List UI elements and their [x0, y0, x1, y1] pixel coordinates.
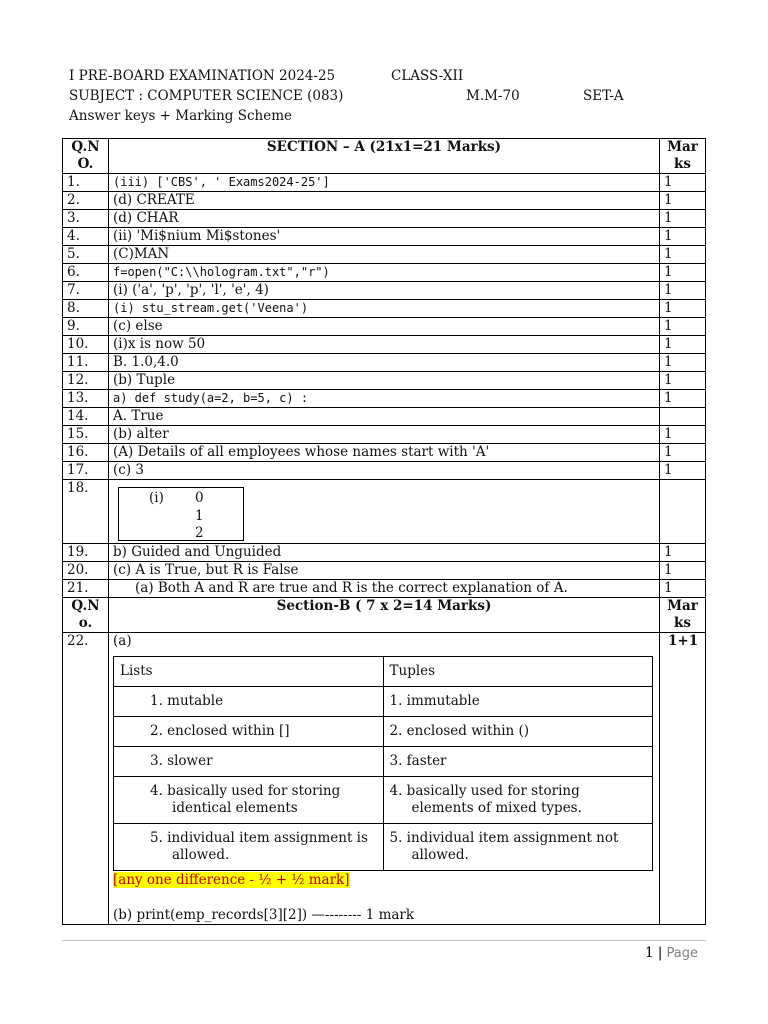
page-word: Page	[666, 946, 698, 961]
marks-value: 1	[660, 354, 706, 372]
exam-title: I PRE-BOARD EXAMINATION 2024-25	[69, 68, 336, 84]
comparison-cell	[114, 747, 384, 777]
answer-text: A. True	[109, 408, 660, 426]
comparison-row	[114, 717, 653, 747]
marks-value: 1	[660, 462, 706, 480]
question-number: 20.	[63, 562, 109, 580]
subject-label: SUBJECT : COMPUTER SCIENCE (083)	[69, 88, 344, 104]
marks-value: 1	[660, 210, 706, 228]
comparison-text: 5. individual item assignment is allowed.	[150, 830, 368, 863]
comparison-text: 2. enclosed within []	[150, 723, 290, 739]
answer-text: (iii) ['CBS', ' Exams2024-25']	[109, 174, 660, 192]
max-marks-label: M.M-70	[466, 88, 520, 104]
comparison-row	[114, 824, 653, 871]
answer-text: f=open("C:\\hologram.txt","r")	[109, 264, 660, 282]
answer-text: (i) stu_stream.get('Veena')	[109, 300, 660, 318]
comparison-cell	[114, 687, 384, 717]
question-number: 17.	[63, 462, 109, 480]
comparison-text: 3. slower	[150, 753, 213, 769]
marks-value: 1	[660, 580, 706, 598]
qno-header: Q.N O.	[63, 139, 109, 174]
answer-row	[63, 300, 706, 318]
answer-text: (c) else	[109, 318, 660, 336]
comparison-text: 3. faster	[389, 753, 447, 769]
marks-value: 1	[660, 192, 706, 210]
answer-text: (d) CHAR	[109, 210, 660, 228]
comparison-header-row	[114, 657, 653, 687]
answer-row	[63, 192, 706, 210]
answer-row	[63, 444, 706, 462]
comparison-text: 5. individual item assignment not allowed.	[389, 830, 619, 863]
page-number-value: 1	[644, 945, 654, 961]
comparison-text: 4. basically used for storing elements of mixed types.	[389, 783, 582, 816]
comparison-cell	[383, 687, 653, 717]
answer-row-18	[63, 480, 706, 544]
answer-text: (ii) 'Mi$nium Mi$stones'	[109, 228, 660, 246]
page-separator: |	[657, 945, 663, 961]
answer-text: (c) 3	[109, 462, 660, 480]
marks-value: 1	[660, 228, 706, 246]
class-label: CLASS-XII	[391, 68, 464, 84]
question-number: 13.	[63, 390, 109, 408]
section-a-title: SECTION – A (21x1=21 Marks)	[109, 139, 660, 174]
question-number: 14.	[63, 408, 109, 426]
comparison-cell	[383, 777, 653, 824]
question-number: 21.	[63, 580, 109, 598]
comparison-row	[114, 747, 653, 777]
answer-row	[63, 246, 706, 264]
section-b-title: Section-B ( 7 x 2=14 Marks)	[109, 598, 660, 633]
question-number: 7.	[63, 282, 109, 300]
comparison-header: Lists	[114, 657, 384, 687]
page-footer	[62, 940, 706, 961]
page-number	[645, 945, 698, 961]
marks-value: 1	[660, 426, 706, 444]
set-label: SET-A	[583, 88, 624, 104]
marks-value	[660, 408, 706, 426]
section-b-header-row	[63, 598, 706, 633]
comparison-cell	[383, 824, 653, 871]
question-number: 4.	[63, 228, 109, 246]
part-a-label: (a)	[113, 633, 132, 649]
marks-value: 1	[660, 444, 706, 462]
answer-row	[63, 408, 706, 426]
question-number: 15.	[63, 426, 109, 444]
answer-text: (b) alter	[109, 426, 660, 444]
output-values	[195, 490, 204, 543]
section-a-header-row	[63, 139, 706, 174]
answer-text: (c) A is True, but R is False	[109, 562, 660, 580]
answer-text: (A) Details of all employees whose names start with 'A'	[109, 444, 660, 462]
comparison-header: Tuples	[383, 657, 653, 687]
comparison-text: 1. mutable	[150, 693, 224, 709]
marks-value: 1	[660, 300, 706, 318]
marks-value: 1	[660, 390, 706, 408]
answer-row	[63, 390, 706, 408]
question-number: 10.	[63, 336, 109, 354]
answer-text: (a) Both A and R are true and R is the correct explanation of A.	[109, 580, 660, 598]
marks-header: Mar ks	[660, 598, 706, 633]
marks-value: 1	[660, 246, 706, 264]
question-number: 9.	[63, 318, 109, 336]
question-number: 2.	[63, 192, 109, 210]
answer-text: (b) Tuple	[109, 372, 660, 390]
marking-note-text: [any one difference - ½ + ½ mark]	[113, 872, 350, 888]
output-value: 2	[195, 525, 204, 541]
answer-row	[63, 210, 706, 228]
question-number: 1.	[63, 174, 109, 192]
marking-note	[113, 872, 655, 889]
answer-text: (i) ('a', 'p', 'p', 'l', 'e', 4)	[109, 282, 660, 300]
output-box	[118, 487, 244, 541]
question-number: 3.	[63, 210, 109, 228]
comparison-cell	[383, 717, 653, 747]
lists-tuples-table	[113, 656, 653, 871]
answer-row	[63, 462, 706, 480]
answer-row	[63, 228, 706, 246]
answer-text: (i)x is now 50	[109, 336, 660, 354]
comparison-text: 2. enclosed within ()	[389, 723, 530, 739]
comparison-text: 4. basically used for storing identical elements	[150, 783, 341, 816]
answer-table	[62, 138, 706, 925]
marks-value: 1	[660, 282, 706, 300]
question-number: 5.	[63, 246, 109, 264]
marks-header: Mar ks	[660, 139, 706, 174]
qno-header: Q.N o.	[63, 598, 109, 633]
comparison-row	[114, 777, 653, 824]
comparison-cell	[114, 824, 384, 871]
output-value: 1	[195, 507, 204, 524]
answer-row	[63, 544, 706, 562]
marks-value	[660, 480, 706, 544]
answer-text: B. 1.0,4.0	[109, 354, 660, 372]
answer-cell	[109, 480, 660, 544]
question-number: 6.	[63, 264, 109, 282]
marks-value: 1	[660, 544, 706, 562]
answer-text: b) Guided and Unguided	[109, 544, 660, 562]
comparison-cell	[114, 717, 384, 747]
answer-text: (C)MAN	[109, 246, 660, 264]
marks-value: 1	[660, 174, 706, 192]
comparison-cell	[114, 777, 384, 824]
output-label: (i)	[149, 490, 164, 506]
marks-value: 1	[660, 318, 706, 336]
comparison-cell	[383, 747, 653, 777]
comparison-row	[114, 687, 653, 717]
marks-value: 1	[660, 336, 706, 354]
answer-text: a) def study(a=2, b=5, c) :	[109, 390, 660, 408]
answer-row-22	[63, 633, 706, 925]
question-number: 11.	[63, 354, 109, 372]
question-number: 8.	[63, 300, 109, 318]
question-number: 18.	[63, 480, 109, 544]
answer-text: (d) CREATE	[109, 192, 660, 210]
question-number: 16.	[63, 444, 109, 462]
answer-row	[63, 562, 706, 580]
marks-value: 1	[660, 372, 706, 390]
answer-row	[63, 282, 706, 300]
question-number: 12.	[63, 372, 109, 390]
output-value: 0	[195, 490, 204, 506]
answer-row	[63, 372, 706, 390]
answer-key-subtitle: Answer keys + Marking Scheme	[69, 108, 293, 124]
answer-cell	[109, 633, 660, 925]
answer-row	[63, 354, 706, 372]
answer-row	[63, 336, 706, 354]
marks-value: 1+1	[660, 633, 706, 925]
answer-row	[63, 174, 706, 192]
answer-row	[63, 580, 706, 598]
answer-row	[63, 264, 706, 282]
answer-row	[63, 426, 706, 444]
question-number: 19.	[63, 544, 109, 562]
answer-row	[63, 318, 706, 336]
marks-value: 1	[660, 264, 706, 282]
question-number: 22.	[63, 633, 109, 925]
comparison-text: 1. immutable	[389, 693, 480, 709]
part-b-answer: (b) print(emp_records[3][2]) —-------- 1 mark	[113, 907, 415, 923]
marks-value: 1	[660, 562, 706, 580]
